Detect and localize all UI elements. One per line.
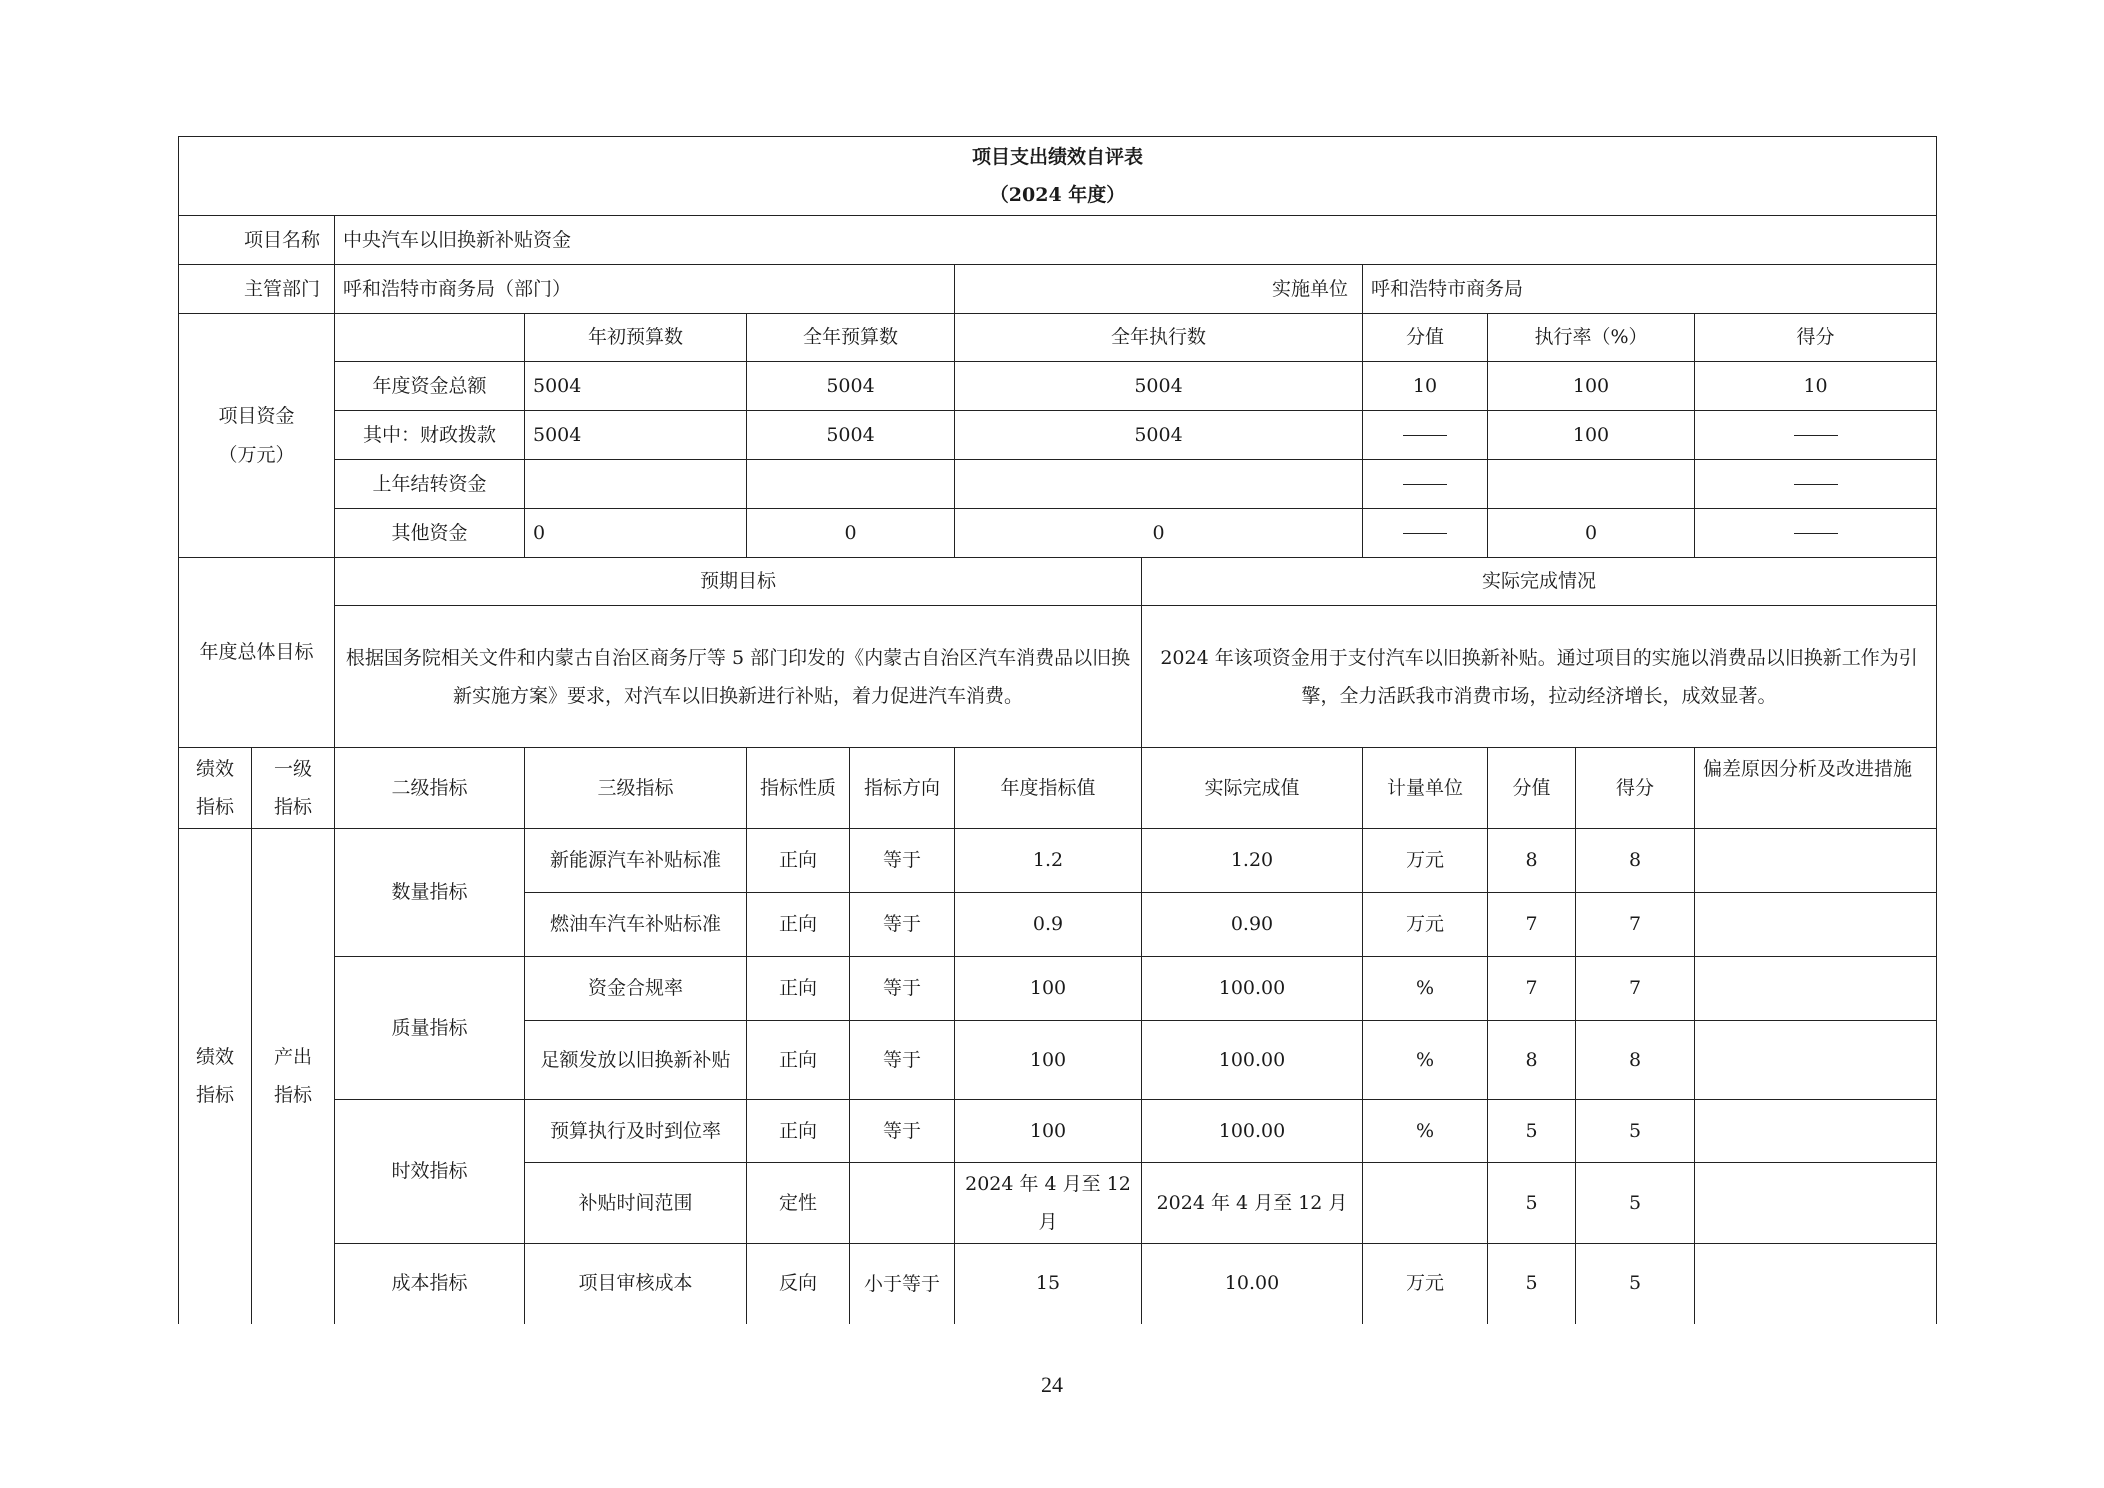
unit-value: 呼和浩特市商务局	[1363, 265, 1937, 314]
indicator-deviation	[1695, 1163, 1937, 1244]
indicator-weight: 7	[1488, 893, 1576, 957]
output-label-line2: 指标	[273, 1084, 312, 1107]
header-nature: 指标性质	[747, 748, 850, 829]
indicator-actual: 10.00	[1142, 1244, 1363, 1324]
funds-initial: 5004	[525, 411, 747, 460]
indicator-actual: 100.00	[1142, 957, 1363, 1021]
indicator-target: 0.9	[955, 893, 1142, 957]
project-name-label: 项目名称	[179, 216, 335, 265]
header-unit: 计量单位	[1363, 748, 1488, 829]
header-perf	[179, 748, 252, 829]
indicator-score: 8	[1576, 829, 1695, 893]
indicator-score: 5	[1576, 1244, 1695, 1324]
group-name: 数量指标	[335, 829, 525, 957]
performance-table	[178, 136, 1937, 1324]
output-indicator-label	[252, 829, 335, 1324]
funds-header-rate: 执行率（%）	[1488, 314, 1695, 362]
funds-header-executed: 全年执行数	[955, 314, 1363, 362]
funds-header-annual: 全年预算数	[747, 314, 955, 362]
perf-indicator-label	[179, 829, 252, 1324]
funds-header-weight: 分值	[1363, 314, 1488, 362]
indicator-weight: 5	[1488, 1244, 1576, 1324]
dept-value: 呼和浩特市商务局（部门）	[335, 265, 955, 314]
performance-table-sheet	[178, 136, 1936, 1324]
indicator-row	[179, 1100, 1937, 1163]
dash-mark	[1403, 484, 1447, 485]
header-actual: 实际完成值	[1142, 748, 1363, 829]
header-lvl1-line2: 指标	[273, 796, 312, 818]
indicator-nature: 定性	[747, 1163, 850, 1244]
indicator-nature: 正向	[747, 957, 850, 1021]
funds-annual: 5004	[747, 362, 955, 411]
indicator-target: 100	[955, 957, 1142, 1021]
header-deviation: 偏差原因分析及改进措施	[1695, 748, 1937, 829]
funds-score: 10	[1695, 362, 1937, 411]
indicator-direction: 等于	[850, 893, 955, 957]
funds-executed: 5004	[955, 362, 1363, 411]
funds-header-row	[179, 314, 1937, 362]
indicator-actual: 100.00	[1142, 1021, 1363, 1100]
header-lvl3: 三级指标	[525, 748, 747, 829]
indicator-target: 15	[955, 1244, 1142, 1324]
indicator-actual: 1.20	[1142, 829, 1363, 893]
indicator-target: 2024 年 4 月至 12 月	[955, 1163, 1142, 1244]
funds-header-initial: 年初预算数	[525, 314, 747, 362]
indicator-deviation	[1695, 829, 1937, 893]
dash-mark	[1794, 484, 1838, 485]
indicator-nature: 正向	[747, 1021, 850, 1100]
header-lvl1-line1: 一级	[273, 758, 312, 780]
funds-row-label: 其他资金	[335, 509, 525, 558]
funds-label	[179, 314, 335, 558]
indicator-target: 100	[955, 1021, 1142, 1100]
indicator-direction	[850, 1163, 955, 1244]
dash-mark	[1403, 435, 1447, 436]
perf-label-line2: 指标	[195, 1084, 234, 1107]
funds-annual: 5004	[747, 411, 955, 460]
indicator-deviation	[1695, 1244, 1937, 1324]
group-name: 成本指标	[335, 1244, 525, 1324]
funds-annual: 0	[747, 509, 955, 558]
funds-score-dash	[1695, 509, 1937, 558]
indicator-deviation	[1695, 957, 1937, 1021]
indicator-direction: 等于	[850, 957, 955, 1021]
indicator-direction: 等于	[850, 1100, 955, 1163]
indicator-weight: 7	[1488, 957, 1576, 1021]
header-direction: 指标方向	[850, 748, 955, 829]
indicator-score: 8	[1576, 1021, 1695, 1100]
funds-executed: 5004	[955, 411, 1363, 460]
indicator-unit: 万元	[1363, 829, 1488, 893]
funds-label-line2: （万元）	[218, 443, 295, 466]
indicator-actual: 2024 年 4 月至 12 月	[1142, 1163, 1363, 1244]
funds-row-label: 其中：财政拨款	[335, 411, 525, 460]
indicator-weight: 8	[1488, 829, 1576, 893]
header-lvl2: 二级指标	[335, 748, 525, 829]
goals-header-row	[179, 558, 1937, 606]
indicator-unit: %	[1363, 957, 1488, 1021]
indicator-target: 100	[955, 1100, 1142, 1163]
indicator-target: 1.2	[955, 829, 1142, 893]
funds-header-score: 得分	[1695, 314, 1937, 362]
funds-row-label: 上年结转资金	[335, 460, 525, 509]
funds-row-fiscal	[179, 411, 1937, 460]
indicator-unit: 万元	[1363, 1244, 1488, 1324]
indicator-direction: 小于等于	[850, 1244, 955, 1324]
funds-executed	[955, 460, 1363, 509]
table-title-text: 项目支出绩效自评表	[972, 146, 1144, 168]
indicator-nature: 正向	[747, 829, 850, 893]
header-perf-line1: 绩效	[195, 758, 234, 780]
indicator-actual: 100.00	[1142, 1100, 1363, 1163]
goals-text-row	[179, 606, 1937, 748]
indicator-nature: 正向	[747, 893, 850, 957]
funds-weight: 10	[1363, 362, 1488, 411]
funds-row-other	[179, 509, 1937, 558]
indicator-deviation	[1695, 1100, 1937, 1163]
indicator-weight: 5	[1488, 1100, 1576, 1163]
goals-actual-header: 实际完成情况	[1142, 558, 1937, 606]
project-name-value: 中央汽车以旧换新补贴资金	[335, 216, 1937, 265]
header-score: 得分	[1576, 748, 1695, 829]
indicator-name: 资金合规率	[525, 957, 747, 1021]
indicator-direction: 等于	[850, 1021, 955, 1100]
page-number: 24	[1041, 1372, 1063, 1397]
indicator-name: 燃油车汽车补贴标准	[525, 893, 747, 957]
indicator-weight: 5	[1488, 1163, 1576, 1244]
funds-initial: 5004	[525, 362, 747, 411]
funds-label-line1: 项目资金	[218, 404, 295, 427]
indicator-row	[179, 1244, 1937, 1324]
funds-rate: 0	[1488, 509, 1695, 558]
header-lvl1	[252, 748, 335, 829]
output-label-line1: 产出	[273, 1046, 312, 1069]
header-perf-line2: 指标	[195, 796, 234, 818]
indicator-header-row	[179, 748, 1937, 829]
perf-label-line1: 绩效	[195, 1046, 234, 1069]
funds-header-blank	[335, 314, 525, 362]
indicator-name: 补贴时间范围	[525, 1163, 747, 1244]
indicator-row	[179, 957, 1937, 1021]
funds-annual	[747, 460, 955, 509]
indicator-row	[179, 829, 1937, 893]
dept-label: 主管部门	[179, 265, 335, 314]
header-weight: 分值	[1488, 748, 1576, 829]
funds-row-carryover	[179, 460, 1937, 509]
funds-score-dash	[1695, 411, 1937, 460]
indicator-deviation	[1695, 893, 1937, 957]
funds-row-label: 年度资金总额	[335, 362, 525, 411]
funds-initial: 0	[525, 509, 747, 558]
funds-score-dash	[1695, 460, 1937, 509]
funds-rate: 100	[1488, 362, 1695, 411]
funds-weight-dash	[1363, 460, 1488, 509]
dash-mark	[1794, 435, 1838, 436]
indicator-name: 足额发放以旧换新补贴	[525, 1021, 747, 1100]
group-name: 质量指标	[335, 957, 525, 1100]
funds-weight-dash	[1363, 411, 1488, 460]
unit-label: 实施单位	[955, 265, 1363, 314]
indicator-score: 5	[1576, 1163, 1695, 1244]
indicator-unit	[1363, 1163, 1488, 1244]
header-target: 年度指标值	[955, 748, 1142, 829]
goals-expected-header: 预期目标	[335, 558, 1142, 606]
dash-mark	[1794, 533, 1838, 534]
indicator-name: 新能源汽车补贴标准	[525, 829, 747, 893]
table-title	[179, 137, 1937, 216]
indicator-unit: %	[1363, 1100, 1488, 1163]
goals-actual-text: 2024 年该项资金用于支付汽车以旧换新补贴。通过项目的实施以消费品以旧换新工作为引擎，全力活跃我市消费市场，拉动经济增长，成效显著。	[1142, 606, 1937, 748]
indicator-deviation	[1695, 1021, 1937, 1100]
funds-executed: 0	[955, 509, 1363, 558]
indicator-direction: 等于	[850, 829, 955, 893]
indicator-name: 预算执行及时到位率	[525, 1100, 747, 1163]
indicator-score: 7	[1576, 957, 1695, 1021]
funds-rate	[1488, 460, 1695, 509]
indicator-unit: 万元	[1363, 893, 1488, 957]
goals-label: 年度总体目标	[179, 558, 335, 748]
project-name-row	[179, 216, 1937, 265]
title-row	[179, 137, 1937, 216]
funds-rate: 100	[1488, 411, 1695, 460]
indicator-name: 项目审核成本	[525, 1244, 747, 1324]
indicator-weight: 8	[1488, 1021, 1576, 1100]
group-name: 时效指标	[335, 1100, 525, 1244]
table-subtitle: （2024 年度）	[989, 184, 1126, 206]
funds-row-total	[179, 362, 1937, 411]
indicator-score: 5	[1576, 1100, 1695, 1163]
goals-expected-text: 根据国务院相关文件和内蒙古自治区商务厅等 5 部门印发的《内蒙古自治区汽车消费品以旧换新实施方案》要求，对汽车以旧换新进行补贴，着力促进汽车消费。	[335, 606, 1142, 748]
indicator-nature: 反向	[747, 1244, 850, 1324]
indicator-actual: 0.90	[1142, 893, 1363, 957]
department-row	[179, 265, 1937, 314]
funds-initial	[525, 460, 747, 509]
indicator-unit: %	[1363, 1021, 1488, 1100]
indicator-score: 7	[1576, 893, 1695, 957]
indicator-nature: 正向	[747, 1100, 850, 1163]
dash-mark	[1403, 533, 1447, 534]
funds-weight-dash	[1363, 509, 1488, 558]
